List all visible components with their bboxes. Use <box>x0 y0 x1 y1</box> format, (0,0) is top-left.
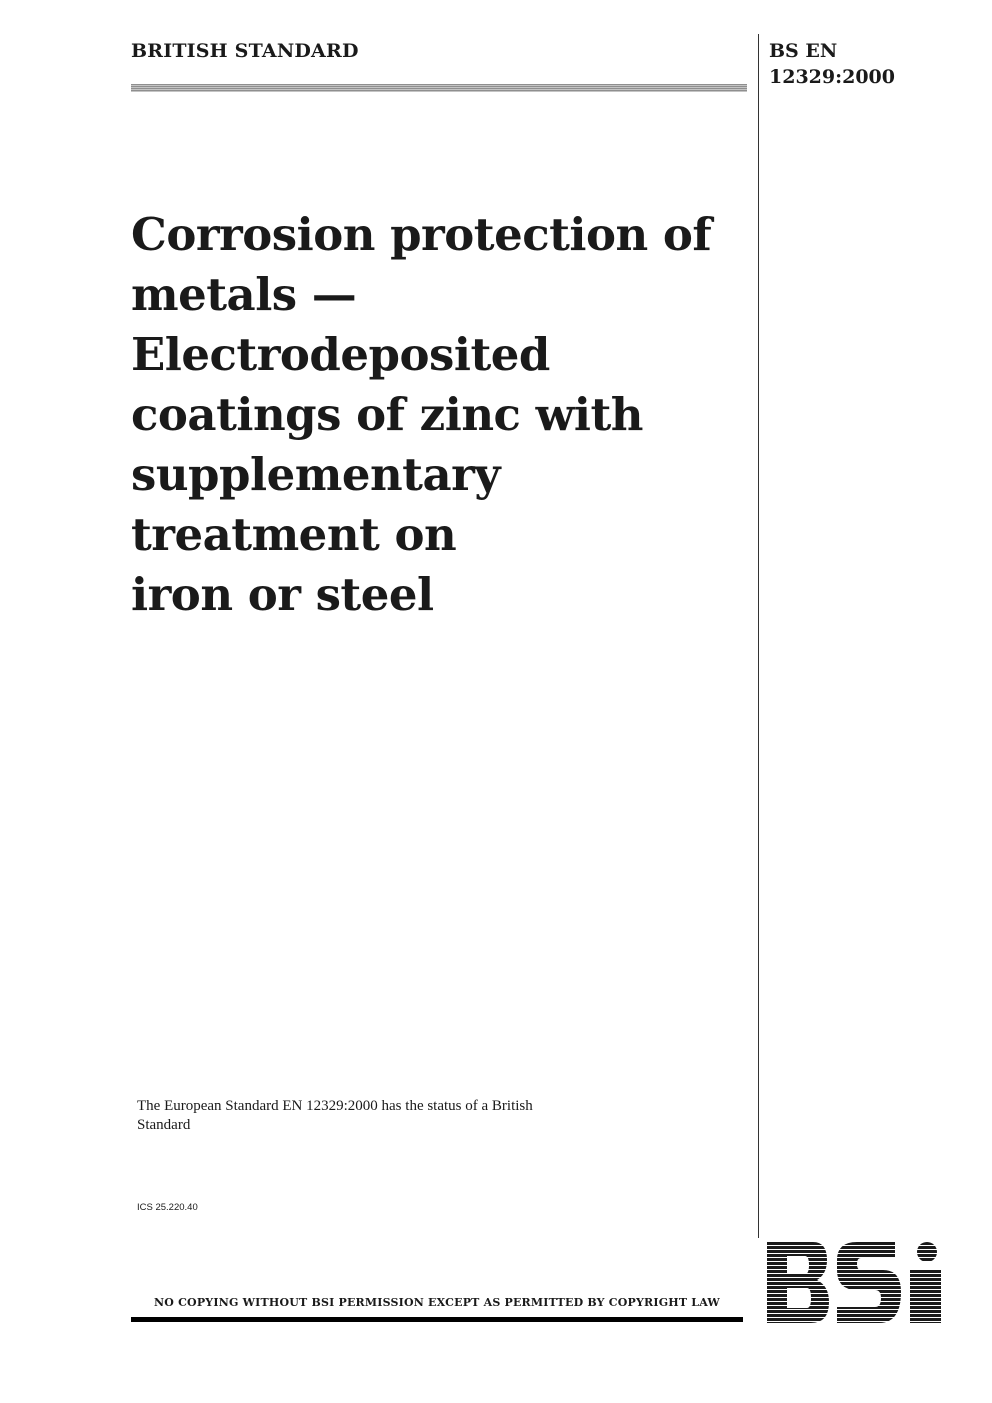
title-line: treatment on <box>131 508 457 561</box>
document-title <box>131 205 746 625</box>
vertical-rule <box>758 34 759 1238</box>
copyright-notice: NO COPYING WITHOUT BSI PERMISSION EXCEPT AS PERMITTED BY COPYRIGHT LAW <box>154 1296 720 1309</box>
title-line: coatings of zinc with <box>131 388 643 441</box>
header-label: BRITISH STANDARD <box>131 40 359 62</box>
ics-code: ICS 25.220.40 <box>137 1202 198 1213</box>
document-id <box>769 38 895 90</box>
title-line: metals — <box>131 268 357 321</box>
document-id-line-1: BS EN <box>769 40 838 62</box>
title-line: Electrodeposited <box>131 328 550 381</box>
title-line: Corrosion protection of <box>131 208 712 261</box>
footer-rule <box>131 1317 743 1322</box>
title-line: iron or steel <box>131 568 434 621</box>
bsi-logo <box>767 1242 941 1323</box>
document-id-line-2: 12329:2000 <box>769 66 895 88</box>
header-rule <box>131 84 747 92</box>
title-line: supplementary <box>131 448 500 501</box>
status-note: The European Standard EN 12329:2000 has the status of a British Standard <box>137 1098 533 1133</box>
